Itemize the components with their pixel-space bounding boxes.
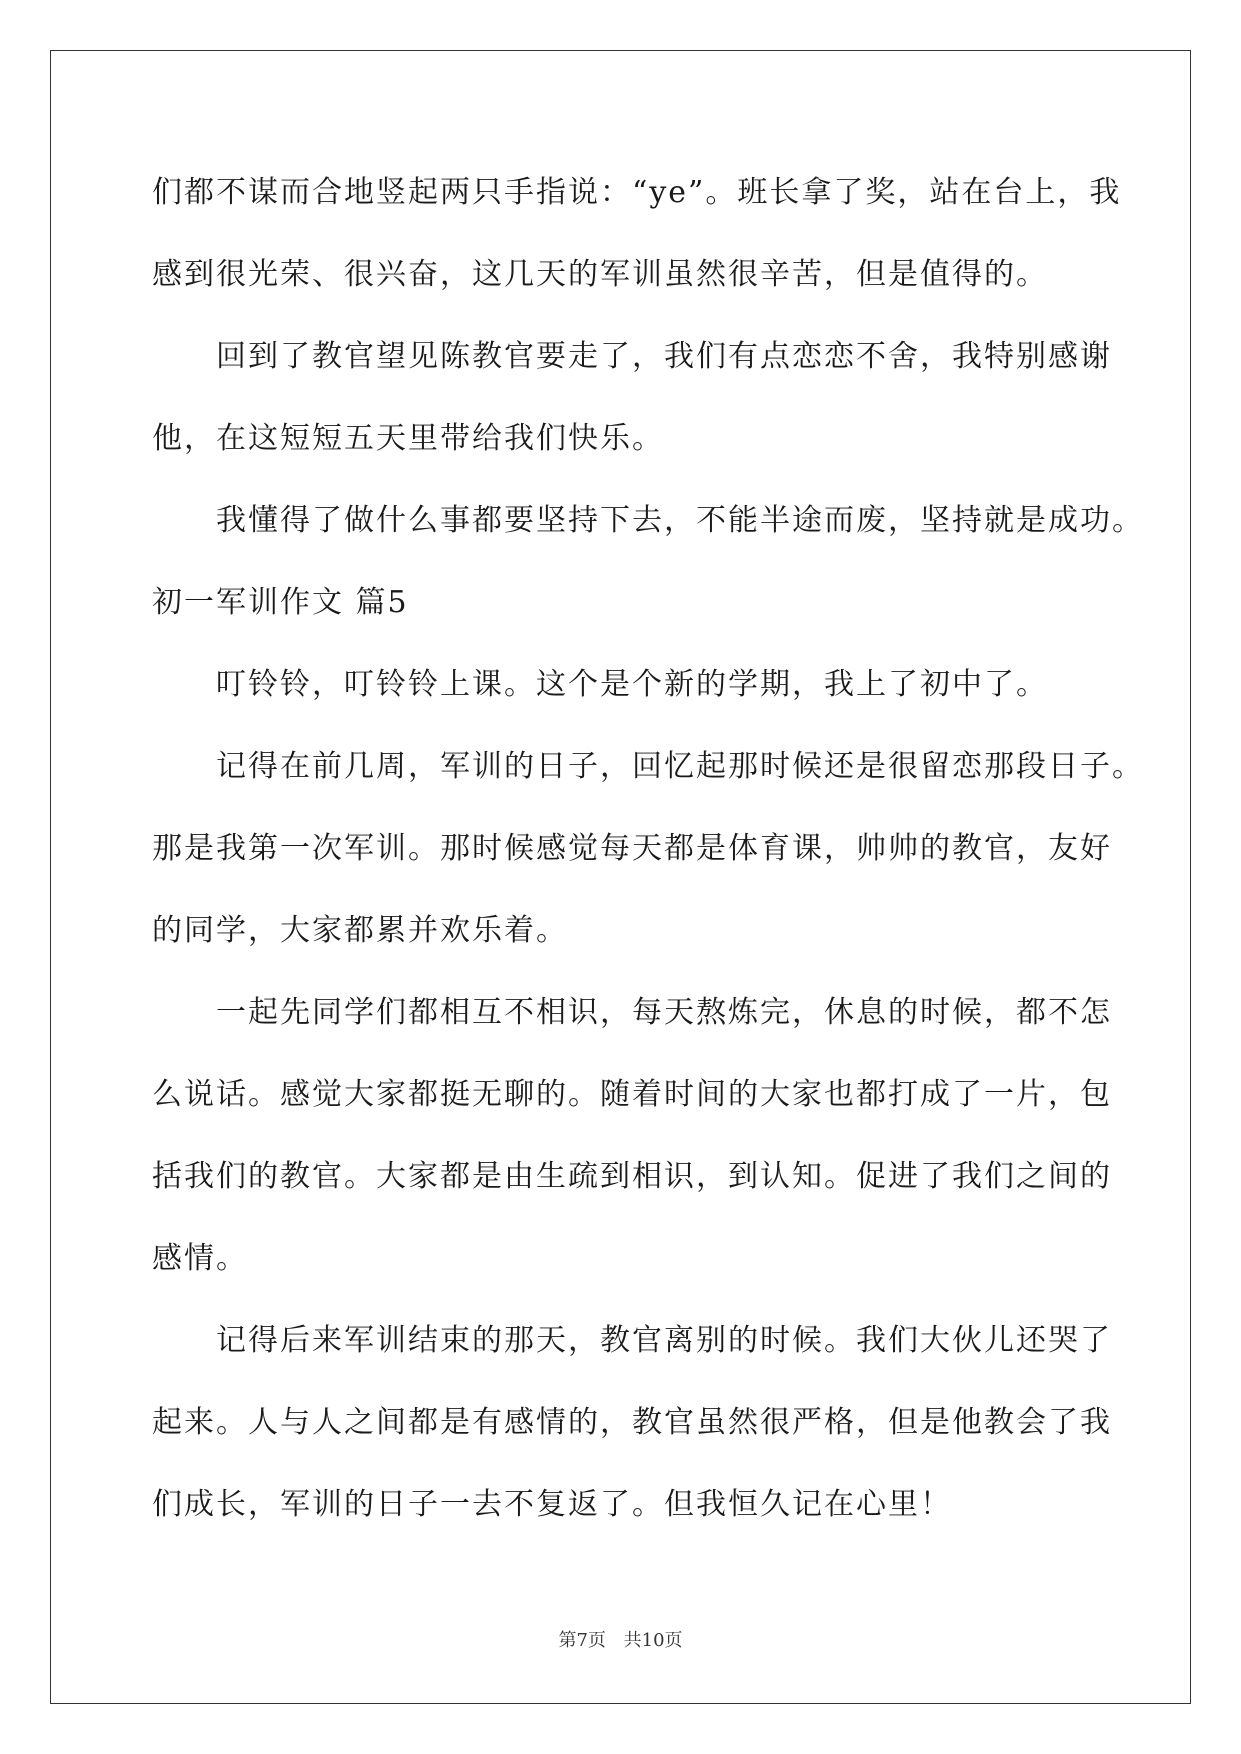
text-line: 感情。	[152, 1241, 248, 1276]
text-line: 叮铃铃，叮铃铃上课。这个是个新的学期，我上了初中了。	[216, 667, 1048, 702]
text-line: 记得在前几周，军训的日子，回忆起那时候还是很留恋那段日子。	[216, 749, 1144, 784]
text-line: 们都不谋而合地竖起两只手指说：“ye”。班长拿了奖，站在台上，我	[152, 175, 1122, 210]
text-line: 那是我第一次军训。那时候感觉每天都是体育课，帅帅的教官，友好	[152, 831, 1112, 866]
text-line: 起来。人与人之间都是有感情的，教官虽然很严格，但是他教会了我	[152, 1405, 1112, 1440]
text-line: 回到了教官望见陈教官要走了，我们有点恋恋不舍，我特别感谢	[216, 339, 1112, 374]
total-pages: 共10页	[623, 1630, 683, 1651]
document-body	[152, 163, 1144, 1557]
section-heading: 初一军训作文 篇5	[152, 585, 409, 620]
page-footer	[0, 1626, 1241, 1652]
text-line: 的同学，大家都累并欢乐着。	[152, 913, 568, 948]
current-page-number: 第7页	[558, 1630, 606, 1651]
text-line: 一起先同学们都相互不相识，每天熬炼完，休息的时候，都不怎	[216, 995, 1112, 1030]
text-line: 记得后来军训结束的那天，教官离别的时候。我们大伙儿还哭了	[216, 1323, 1112, 1358]
text-line: 们成长，军训的日子一去不复返了。但我恒久记在心里！	[152, 1487, 952, 1522]
text-line: 感到很光荣、很兴奋，这几天的军训虽然很辛苦，但是值得的。	[152, 257, 1048, 292]
text-line: 么说话。感觉大家都挺无聊的。随着时间的大家也都打成了一片，包	[152, 1077, 1112, 1112]
text-line: 我懂得了做什么事都要坚持下去，不能半途而废，坚持就是成功。	[216, 503, 1144, 538]
text-line: 括我们的教官。大家都是由生疏到相识，到认知。促进了我们之间的	[152, 1159, 1112, 1194]
text-line: 他，在这短短五天里带给我们快乐。	[152, 421, 664, 456]
